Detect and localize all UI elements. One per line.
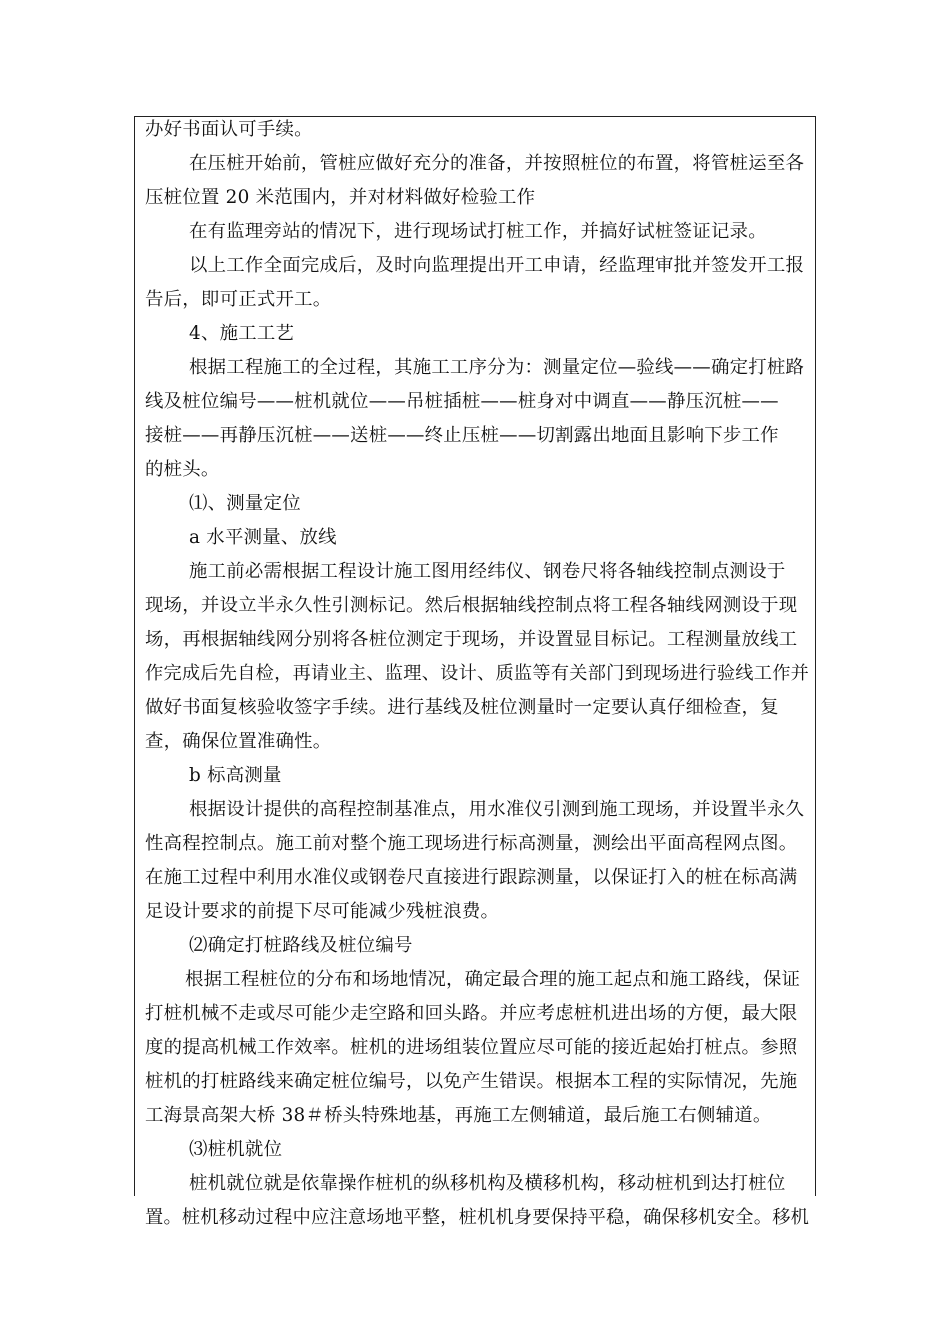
text-line: 打桩机械不走或尽可能少走空路和回头路。并应考虑桩机进出场的方便，最大限 <box>145 1003 798 1024</box>
text-line: 性高程控制点。施工前对整个施工现场进行标高测量，测绘出平面高程网点图。 <box>145 833 798 854</box>
text-line: 场，再根据轴线网分别将各桩位测定于现场，并设置显目标记。工程测量放线工 <box>145 629 798 650</box>
text-line: 压桩位置 20 米范围内，并对材料做好检验工作 <box>145 187 536 208</box>
text-line: 根据工程桩位的分布和场地情况，确定最合理的施工起点和施工路线，保证 <box>185 969 801 990</box>
text-line: 的桩头。 <box>145 459 220 480</box>
subsection-heading: ⑶桩机就位 <box>189 1139 283 1160</box>
text-line: 在压桩开始前，管桩应做好充分的准备，并按照桩位的布置，将管桩运至各 <box>189 153 805 174</box>
text-line: 接桩——再静压沉桩——送桩——终止压桩——切割露出地面且影响下步工作 <box>145 425 779 446</box>
text-line: 度的提高机械工作效率。桩机的进场组装位置应尽可能的接近起始打桩点。参照 <box>145 1037 798 1058</box>
subsection-heading: ⑵确定打桩路线及桩位编号 <box>189 935 413 956</box>
text-line: 根据设计提供的高程控制基准点，用水准仪引测到施工现场，并设置半永久 <box>189 799 805 820</box>
text-line: 告后，即可正式开工。 <box>145 289 332 310</box>
subsection-heading: b 标高测量 <box>189 765 282 786</box>
text-line: 在施工过程中利用水准仪或钢卷尺直接进行跟踪测量，以保证打入的桩在标高满 <box>145 867 798 888</box>
text-line: 查，确保位置准确性。 <box>145 731 332 752</box>
section-heading: 4、施工工艺 <box>189 323 295 344</box>
text-line: 桩机的打桩路线来确定桩位编号，以免产生错误。根据本工程的实际情况，先施 <box>145 1071 798 1092</box>
document-table-cell <box>134 116 816 1228</box>
text-line: 线及桩位编号——桩机就位——吊桩插桩——桩身对中调直——静压沉桩—— <box>145 391 779 412</box>
text-line: 作完成后先自检，再请业主、监理、设计、质监等有关部门到现场进行验线工作并 <box>145 663 810 684</box>
text-line: 办好书面认可手续。 <box>145 119 313 140</box>
text-line: 做好书面复核验收签字手续。进行基线及桩位测量时一定要认真仔细检查，复 <box>145 697 779 718</box>
text-line: 在有监理旁站的情况下，进行现场试打桩工作，并搞好试桩签证记录。 <box>189 221 767 242</box>
text-line: 以上工作全面完成后，及时向监理提出开工申请，经监理审批并签发开工报 <box>189 255 805 276</box>
text-line: 根据工程施工的全过程，其施工工序分为：测量定位—验线——确定打桩路 <box>189 357 805 378</box>
subsection-heading: ⑴、测量定位 <box>189 493 301 514</box>
text-line: 桩机就位就是依靠操作桩机的纵移机构及横移机构，移动桩机到达打桩位 <box>189 1173 786 1194</box>
text-line: 现场，并设立半永久性引测标记。然后根据轴线控制点将工程各轴线网测设于现 <box>145 595 798 616</box>
text-line: 施工前必需根据工程设计施工图用经纬仪、钢卷尺将各轴线控制点测设于 <box>189 561 786 582</box>
text-line: 置。桩机移动过程中应注意场地平整，桩机机身要保持平稳，确保移机安全。移机 <box>145 1207 810 1228</box>
text-line: 足设计要求的前提下尽可能减少残桩浪费。 <box>145 901 500 922</box>
text-line: 工海景高架大桥 38＃桥头特殊地基，再施工左侧辅道，最后施工右侧辅道。 <box>145 1105 772 1126</box>
subsection-heading: a 水平测量、放线 <box>189 527 337 548</box>
